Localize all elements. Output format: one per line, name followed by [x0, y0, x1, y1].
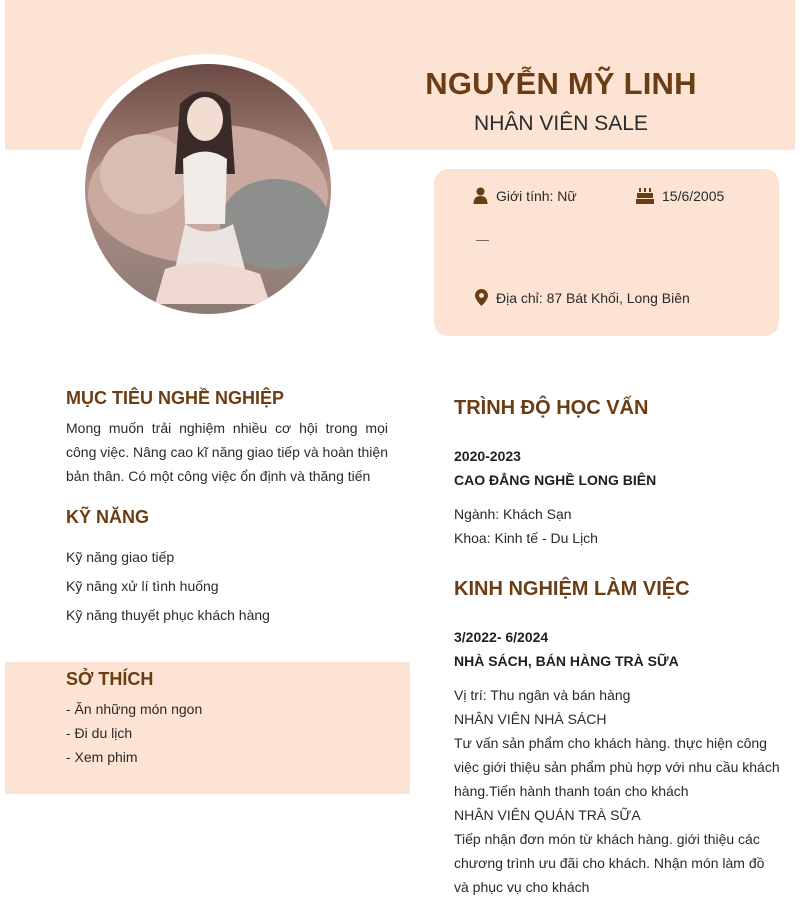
education-faculty: Khoa: Kinh tế - Du Lịch [454, 530, 598, 546]
job2-description: Tiếp nhận đơn món từ khách hàng. giới thiệu các chương trình ưu đãi cho khách. Nhận món làm đồ và phục vụ cho khách [454, 831, 765, 895]
education-school: CAO ĐẲNG NGHỀ LONG BIÊN [454, 472, 657, 488]
experience-company: NHÀ SÁCH, BÁN HÀNG TRÀ SỮA [454, 653, 679, 669]
candidate-role: NHÂN VIÊN SALE [474, 112, 648, 135]
job2-title: NHÂN VIÊN QUÁN TRÀ SỮA [454, 807, 641, 823]
gender-item [473, 187, 577, 204]
objective-text: Mong muốn trải nghiệm nhiều cơ hội trong mọi công việc. Nâng cao kĩ năng giao tiếp và hoàn thiện bản thân. Có một công việc ổn định và thăng tiến [66, 420, 388, 484]
gender-text: Giới tính: Nữ [496, 187, 577, 204]
education-title: TRÌNH ĐỘ HỌC VẤN [454, 397, 649, 419]
education-major: Ngành: Khách Sạn [454, 506, 572, 522]
objective-title: MỤC TIÊU NGHỀ NGHIỆP [66, 388, 285, 408]
skills-title: KỸ NĂNG [66, 507, 150, 527]
experience-title: KINH NGHIỆM LÀM VIỆC [454, 578, 690, 600]
job1-title: NHÂN VIÊN NHÀ SÁCH [454, 711, 607, 727]
birthday-item [636, 187, 724, 204]
address-item [475, 289, 690, 306]
address-text: Địa chỉ: 87 Bát Khối, Long Biên [496, 289, 690, 306]
candidate-name: NGUYỄN MỸ LINH [425, 66, 697, 101]
skill-item: Kỹ năng thuyết phục khách hàng [66, 607, 270, 623]
skill-item: Kỹ năng giao tiếp [66, 549, 175, 565]
hobby-item: - Đi du lịch [66, 725, 133, 741]
contact-placeholder: — [476, 232, 489, 247]
hobbies-title: SỞ THÍCH [66, 669, 154, 689]
job1-description: Tư vấn sản phẩm cho khách hàng. thực hiện công việc giới thiệu sản phẩm phù hợp với nhu cầu khách hàng.Tiến hành thanh toán cho khách [454, 735, 780, 799]
user-icon [473, 187, 488, 204]
hobby-item: - Xem phim [66, 749, 138, 765]
birthday-text: 15/6/2005 [662, 187, 725, 204]
birthday-cake-icon [636, 187, 654, 204]
education-period: 2020-2023 [454, 448, 521, 464]
avatar [85, 64, 331, 314]
avatar-photo [85, 64, 331, 314]
skill-item: Kỹ năng xử lí tình huống [66, 578, 219, 594]
experience-period: 3/2022- 6/2024 [454, 629, 549, 645]
map-pin-icon [475, 289, 488, 306]
hobby-item: - Ăn những món ngon [66, 701, 203, 717]
experience-position: Vị trí: Thu ngân và bán hàng [454, 687, 631, 703]
